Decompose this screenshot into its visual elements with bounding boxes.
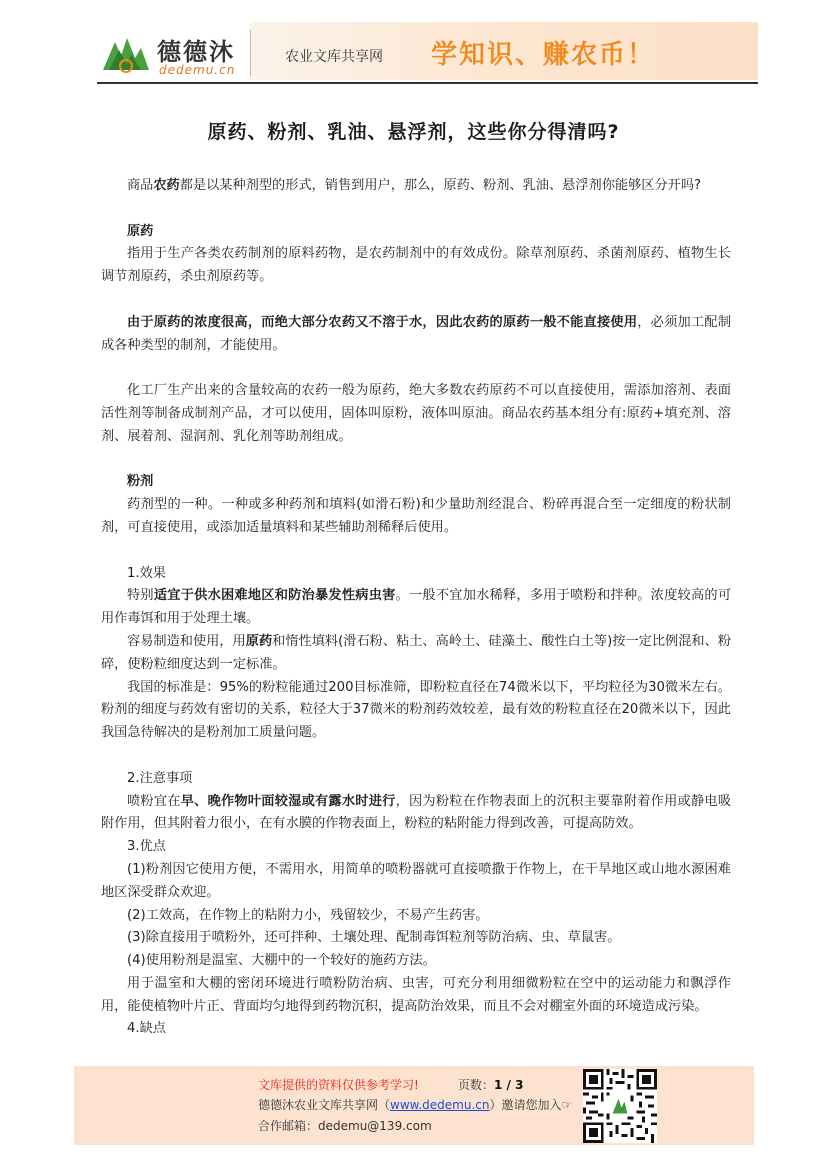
heading-yuanyao: 原药 (127, 223, 154, 239)
s2-p1-emphasis: 早、晚作物叶面较湿或有露水时进行 (180, 793, 396, 809)
footer-email: 合作邮箱：dedemu@139.com (258, 1119, 432, 1133)
section-1-paragraph-2 (101, 631, 731, 677)
section-3-title: 3.优点 (127, 839, 166, 855)
s1-p2-lead: 容易制造和使用，用 (127, 633, 246, 649)
section-1-title: 1.效果 (127, 565, 166, 581)
page-counter-value: 1 / 3 (494, 1078, 524, 1092)
page-counter (458, 1076, 523, 1093)
site-name: 农业文库共享网 (285, 49, 383, 65)
section-2-title: 2.注意事项 (127, 770, 193, 786)
yuanyao-paragraph-3: 化工厂生产出来的含量较高的农药一般为原药，绝大多数农药原药不可以直接使用，需添加溶剂、表面活性剂等制备成制剂产品，才可以使用，固体叫原粉，液体叫原油。商品农药基本组分有:原药+填充剂、溶剂、展着剂、湿润剂、乳化剂等助剂组成。 (101, 383, 731, 444)
page-footer (74, 1066, 754, 1145)
qr-code-icon[interactable] (583, 1069, 657, 1143)
intro-keyword: 农药 (153, 178, 180, 193)
section-3-item-4: (4)使用粉剂是温室、大棚中的一个较好的施药方法。 (127, 953, 436, 969)
logo-name[interactable]: 德德沐 (157, 37, 235, 66)
section-1-paragraph-3: 我国的标准是：95%的粉粒能通过200目标准筛，即粉粒直径在74微米以下，平均粒径为30微米左右。粉剂的细度与药效有密切的关系，粒径大于37微米的粉剂药效较差，最有效的粉粒直径在20微米以下，因此我国急待解决的是粉剂加工质量问题。 (101, 679, 731, 741)
section-4-title: 4.缺点 (127, 1021, 166, 1037)
heading-fenji: 粉剂 (127, 474, 154, 490)
yuanyao-paragraph-1: 指用于生产各类农药制剂的原料药物，是农药制剂中的有效成份。除草剂原药、杀菌剂原药、植物生长调节剂原药，杀虫剂原药等。 (101, 246, 731, 285)
s1-p1-lead: 特别 (127, 588, 154, 604)
s2-p1-lead: 喷粉宜在 (127, 793, 181, 809)
section-3-item-1: (1)粉剂因它使用方便，不需用水，用简单的喷粉器就可直接喷撒于作物上，在干旱地区或山地水源困难地区深受群众欢迎。 (101, 861, 731, 900)
intro-text-rest: 都是以某种剂型的形式，销售到用户，那么，原药、粉剂、乳油、悬浮剂你能够区分开吗? (179, 178, 702, 193)
header-divider (250, 30, 251, 76)
footer-site-rest: ）邀请您加入☞ (489, 1098, 573, 1112)
fenji-paragraph-1: 药剂型的一种。一种或多种药剂和填料(如滑石粉)和少量助剂经混合、粉碎再混合至一定细度的粉状制剂，可直接使用，或添加适量填料和某些辅助剂稀释后使用。 (101, 497, 731, 535)
section-3-item-2: (2)工效高，在作物上的粘附力小，残留较少，不易产生药害。 (127, 907, 489, 923)
page-header (97, 22, 758, 82)
intro-text: 商品 (127, 178, 154, 193)
header-rule (97, 82, 758, 84)
s1-p1-emphasis: 适宜于供水困难地区和防治暴发性病虫害 (153, 588, 396, 604)
footer-site (258, 1096, 572, 1113)
header-slogan: 学知识、赚农币！ (431, 40, 656, 70)
s1-p2-rest: 和惰性填料(滑石粉、粘土、高岭土、硅藻土、酸性白土等)按一定比例混和、粉碎，使粉粒细度达到一定标准。 (101, 633, 732, 672)
logo-domain: dedemu.cn (159, 63, 236, 77)
section-1-paragraph-1 (101, 585, 731, 631)
footer-site-lead: 德德沐农业文库共享网（ (258, 1098, 391, 1112)
s1-p2-emphasis: 原药 (245, 633, 273, 649)
yuanyao-p2-rest: ，必须加工配制成各种类型的制剂，才能使用。 (101, 314, 732, 353)
section-3-item-3: (3)除直接用于喷粉外，还可拌种、土壤处理、配制毒饵粒剂等防治病、虫、草鼠害。 (127, 930, 621, 946)
intro-paragraph (101, 175, 731, 198)
footer-notice: 文库提供的资料仅供参考学习! (258, 1078, 419, 1092)
logo-icon[interactable] (101, 34, 151, 74)
section-2-paragraph-1 (101, 791, 731, 837)
s1-p1-rest: 。一般不宜加水稀释，多用于喷粉和拌种。浓度较高的可用作毒饵和用于处理土壤。 (101, 588, 732, 627)
s2-p1-rest: ，因为粉粒在作物表面上的沉积主要靠附着作用或静电吸附作用，但其附着力很小，在有水膜的作物表面上，粉粒的粘附能力得到改善，可提高防效。 (101, 793, 732, 832)
yuanyao-emphasis: 由于原药的浓度很高，而绝大部分农药又不溶于水，因此农药的原药一般不能直接使用 (127, 314, 638, 330)
page-counter-label: 页数： (458, 1078, 495, 1092)
site-link[interactable]: www.dedemu.cn (390, 1098, 490, 1112)
page-title: 原药、粉剂、乳油、悬浮剂，这些你分得清吗? (207, 121, 620, 143)
section-3-paragraph-5: 用于温室和大棚的密闭环境进行喷粉防治病、虫害，可充分利用细微粉粒在空中的运动能力和飘浮作用，能使植物叶片正、背面均匀地得到药物沉积，提高防治效果，而且不会对棚室外面的环境造成污染。 (101, 975, 731, 1014)
yuanyao-paragraph-2 (101, 312, 731, 358)
article-body (101, 175, 731, 1041)
